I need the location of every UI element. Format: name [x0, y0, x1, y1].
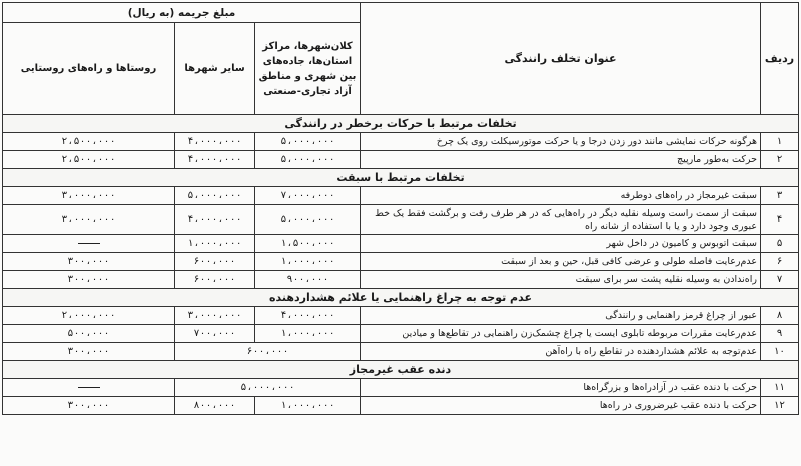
section-title: عدم توجه به چراغ راهنمایی یا علائم هشداردهنده	[3, 289, 799, 307]
header-cities-column: سایر شهرها	[175, 23, 255, 115]
fine-metro-and-cities: ۶۰۰،۰۰۰	[175, 343, 361, 361]
table-row	[3, 187, 799, 205]
violation-title: حرکت با دنده عقب در آزادراه‌ها و بزرگراه‌ها	[361, 379, 761, 397]
fine-metro: ۴،۰۰۰،۰۰۰	[255, 307, 361, 325]
violation-title: عدم‌رعایت مقررات مربوطه تابلوی ایست یا چراغ چشمک‌زن راهنمایی در تقاطع‌ها و میادین	[361, 325, 761, 343]
fine-cities: ۴،۰۰۰،۰۰۰	[175, 205, 255, 235]
header-row-number: ردیف	[761, 3, 799, 115]
violation-title: حرکت به‌طور مارپیچ	[361, 151, 761, 169]
fine-metro: ۹۰۰،۰۰۰	[255, 271, 361, 289]
row-number: ۱۲	[761, 397, 799, 415]
table-row	[3, 343, 799, 361]
violation-title: عدم‌توجه به علائم هشداردهنده در تقاطع راه با راه‌آهن	[361, 343, 761, 361]
fine-metro: ۵،۰۰۰،۰۰۰	[255, 205, 361, 235]
fine-rural: ۲،۵۰۰،۰۰۰	[3, 133, 175, 151]
fine-metro: ۵،۰۰۰،۰۰۰	[255, 151, 361, 169]
dash-mark	[78, 243, 100, 244]
section-title: دنده عقب غیرمجاز	[3, 361, 799, 379]
fine-cities: ۳،۰۰۰،۰۰۰	[175, 307, 255, 325]
fine-metro-and-cities: ۵،۰۰۰،۰۰۰	[175, 379, 361, 397]
violation-title: عبور از چراغ قرمز راهنمایی و رانندگی	[361, 307, 761, 325]
fine-rural: ۲،۵۰۰،۰۰۰	[3, 151, 175, 169]
fine-rural: ۵۰۰،۰۰۰	[3, 325, 175, 343]
header-fine-group: مبلغ جریمه (به ریال)	[3, 3, 361, 23]
fine-metro: ۱،۰۰۰،۰۰۰	[255, 325, 361, 343]
row-number: ۲	[761, 151, 799, 169]
row-number: ۱۰	[761, 343, 799, 361]
violation-title: راه‌ندادن به وسیله نقلیه پشت سر برای سبقت	[361, 271, 761, 289]
fine-cities: ۸۰۰،۰۰۰	[175, 397, 255, 415]
table-row	[3, 253, 799, 271]
violation-title: سبقت اتوبوس و کامیون در داخل شهر	[361, 235, 761, 253]
table-row	[3, 325, 799, 343]
violation-title: هرگونه حرکات نمایشی مانند دور زدن درجا و یا حرکت موتورسیکلت روی یک چرخ	[361, 133, 761, 151]
row-number: ۳	[761, 187, 799, 205]
fine-cities: ۴،۰۰۰،۰۰۰	[175, 151, 255, 169]
row-number: ۷	[761, 271, 799, 289]
fine-metro: ۱،۰۰۰،۰۰۰	[255, 253, 361, 271]
header-violation-title: عنوان تخلف رانندگی	[361, 3, 761, 115]
table-row	[3, 271, 799, 289]
fine-cities: ۶۰۰،۰۰۰	[175, 271, 255, 289]
row-number: ۱	[761, 133, 799, 151]
fine-cities: ۱،۰۰۰،۰۰۰	[175, 235, 255, 253]
table-row	[3, 235, 799, 253]
row-number: ۸	[761, 307, 799, 325]
header-metro-column: کلان‌شهرها، مراکز استان‌ها، جاده‌های بین شهری و مناطق آزاد تجاری-صنعتی	[255, 23, 361, 115]
row-number: ۹	[761, 325, 799, 343]
header-rural-column: روستاها و راه‌های روستایی	[3, 23, 175, 115]
section-title: تخلفات مرتبط با سبقت	[3, 169, 799, 187]
fine-rural: ۳۰۰،۰۰۰	[3, 253, 175, 271]
table-row	[3, 397, 799, 415]
fine-metro: ۱،۵۰۰،۰۰۰	[255, 235, 361, 253]
fine-rural: ۳۰۰،۰۰۰	[3, 343, 175, 361]
fine-cities: ۴،۰۰۰،۰۰۰	[175, 133, 255, 151]
fines-table	[2, 2, 799, 415]
fine-rural: ۳۰۰،۰۰۰	[3, 271, 175, 289]
table-row	[3, 205, 799, 235]
fine-cities: ۵،۰۰۰،۰۰۰	[175, 187, 255, 205]
fine-metro: ۱،۰۰۰،۰۰۰	[255, 397, 361, 415]
fine-rural-none	[3, 379, 175, 397]
row-number: ۶	[761, 253, 799, 271]
violation-title: سبقت غیرمجاز در راه‌های دوطرفه	[361, 187, 761, 205]
fine-metro: ۷،۰۰۰،۰۰۰	[255, 187, 361, 205]
dash-mark	[78, 387, 100, 388]
table-row	[3, 151, 799, 169]
fine-rural: ۲،۰۰۰،۰۰۰	[3, 307, 175, 325]
fine-metro: ۵،۰۰۰،۰۰۰	[255, 133, 361, 151]
table-row	[3, 307, 799, 325]
fine-rural: ۳۰۰،۰۰۰	[3, 397, 175, 415]
fine-rural: ۳،۰۰۰،۰۰۰	[3, 205, 175, 235]
violation-title: حرکت با دنده عقب غیرضروری در راه‌ها	[361, 397, 761, 415]
fine-cities: ۷۰۰،۰۰۰	[175, 325, 255, 343]
row-number: ۴	[761, 205, 799, 235]
fine-rural: ۳،۰۰۰،۰۰۰	[3, 187, 175, 205]
table-row	[3, 379, 799, 397]
section-title: تخلفات مرتبط با حرکات برخطر در رانندگی	[3, 115, 799, 133]
row-number: ۱۱	[761, 379, 799, 397]
violation-title: سبقت از سمت راست وسیله نقلیه دیگر در راه‌هایی که در هر طرف رفت و برگشت فقط یک خط عبوری وجود دارد و یا با استفاده از شانه راه	[361, 205, 761, 235]
row-number: ۵	[761, 235, 799, 253]
table-row	[3, 133, 799, 151]
fine-cities: ۶۰۰،۰۰۰	[175, 253, 255, 271]
fine-rural-none	[3, 235, 175, 253]
violation-title: عدم‌رعایت فاصله طولی و عرضی کافی قبل، حین و بعد از سبقت	[361, 253, 761, 271]
